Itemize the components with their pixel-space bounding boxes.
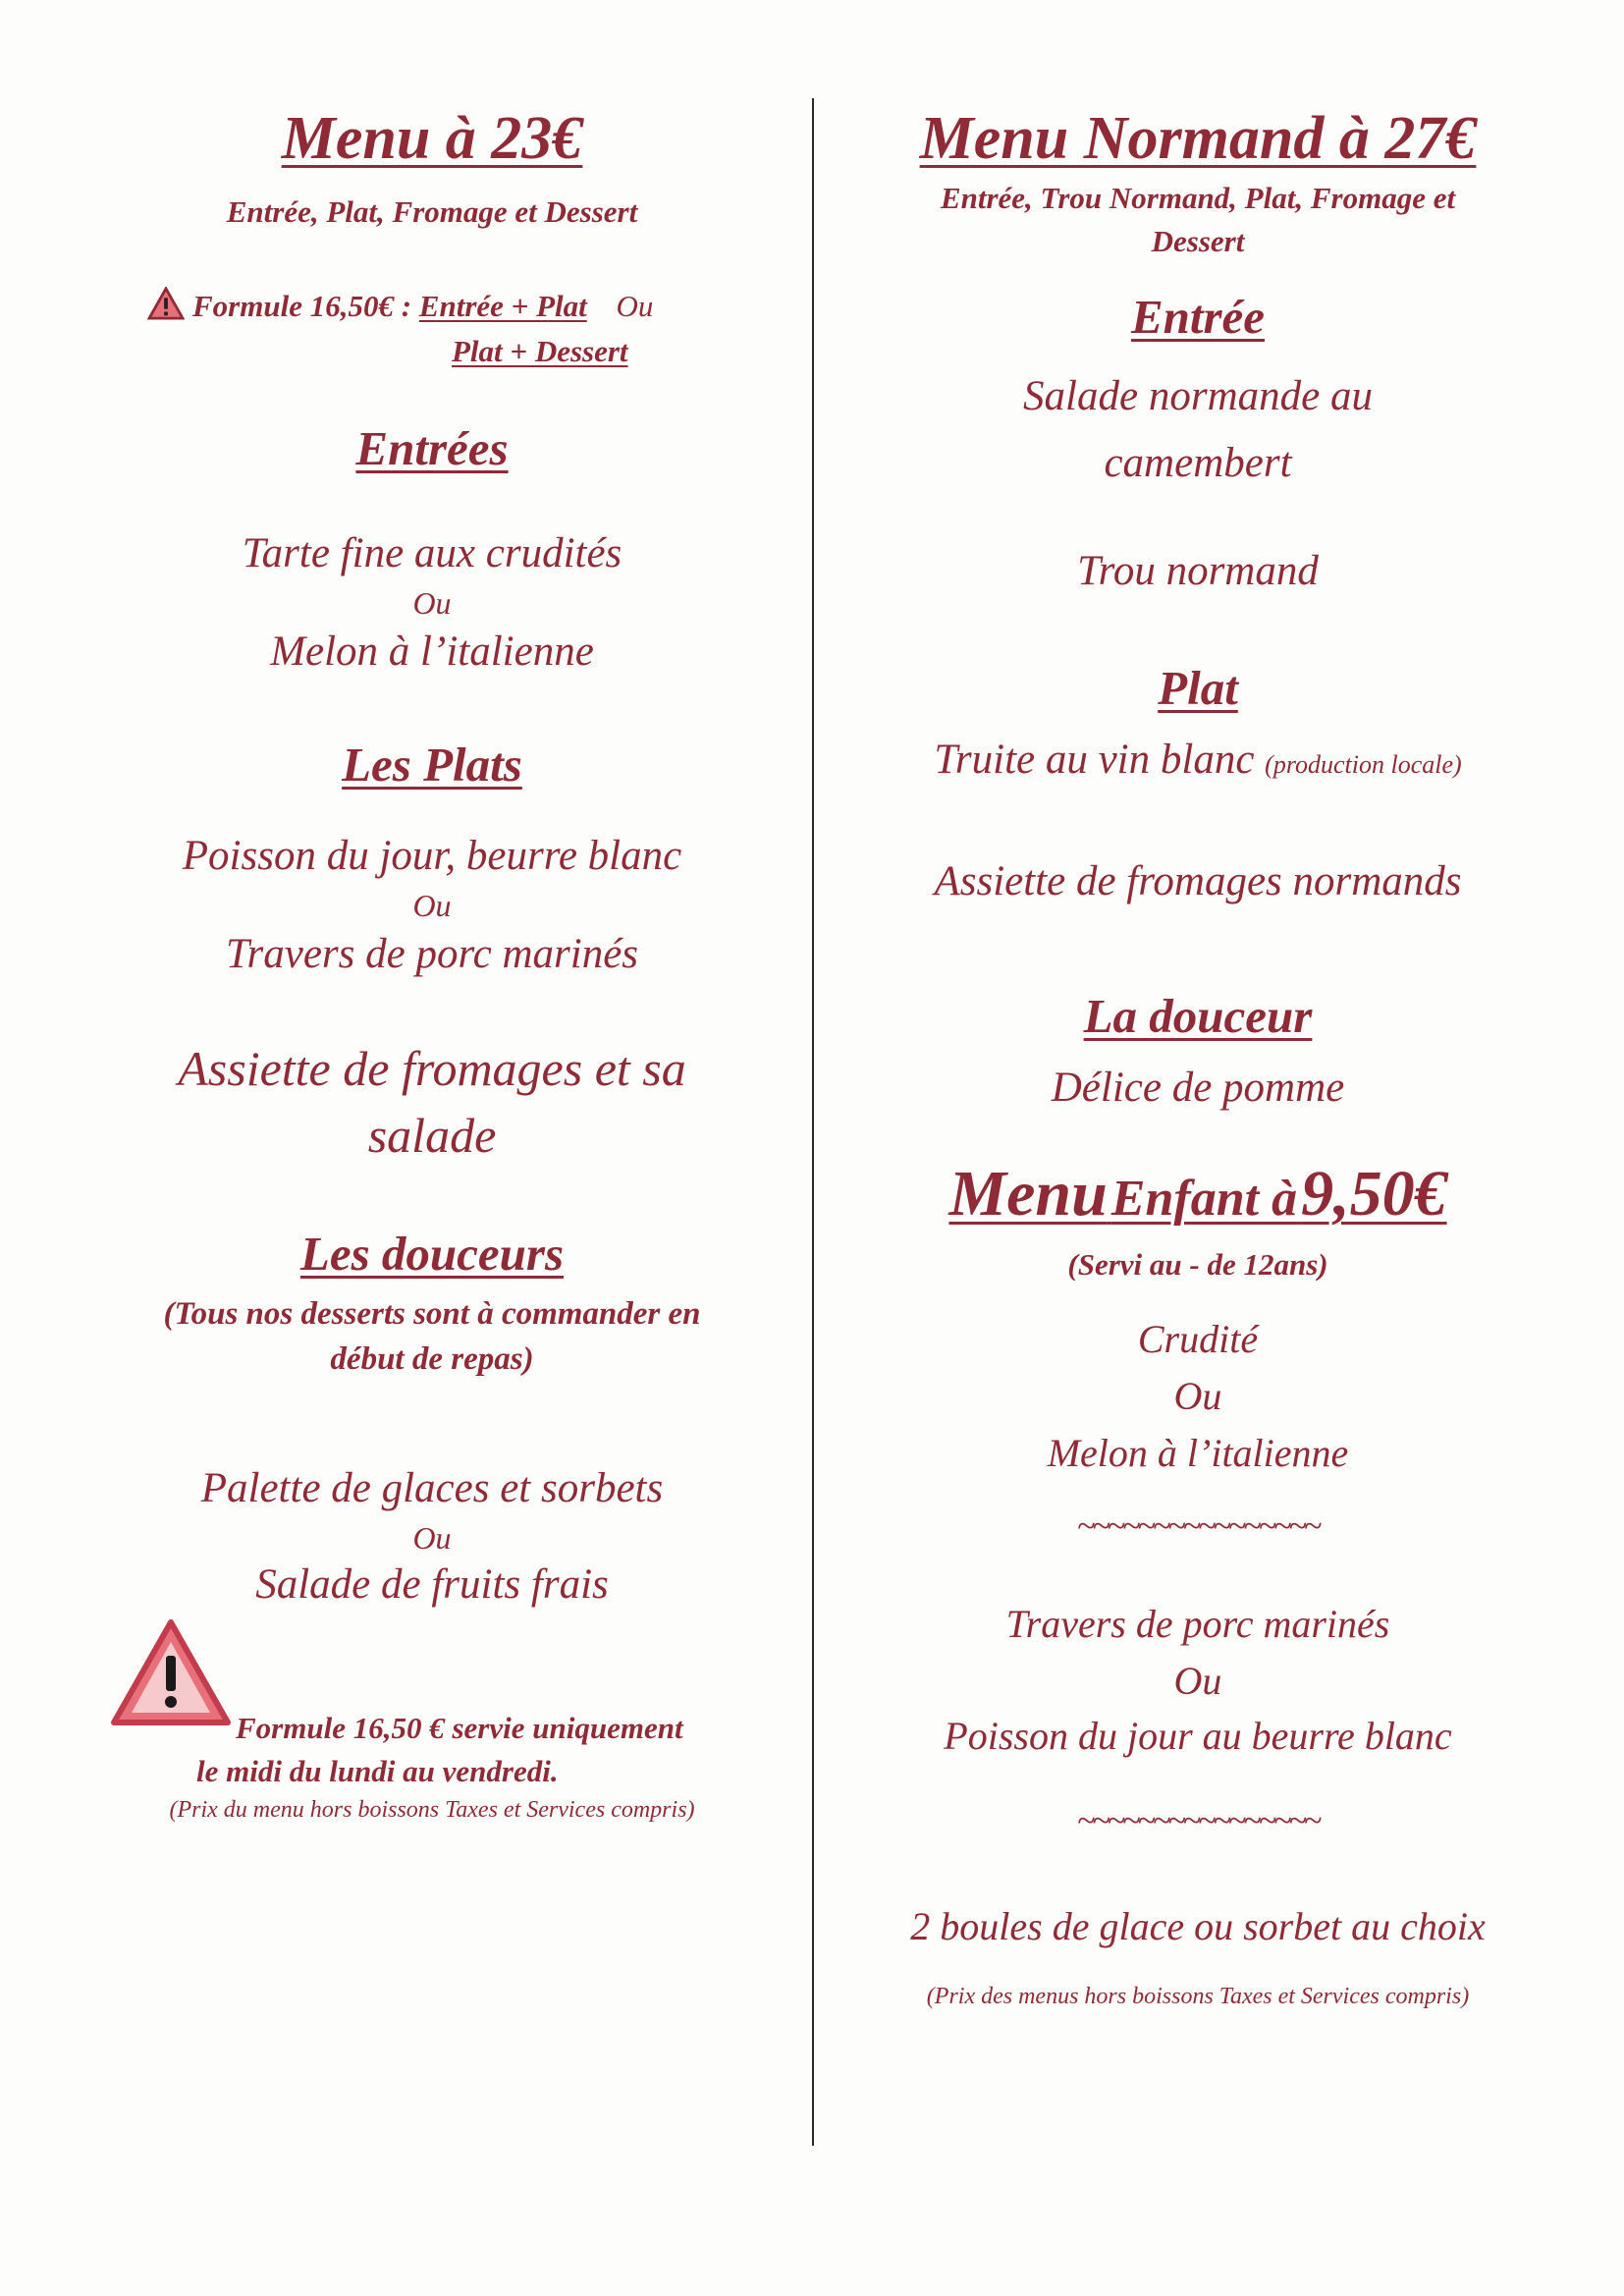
normand-plat-line: [854, 727, 1542, 798]
enfant-entree-2: Melon à l’italienne: [1047, 1431, 1349, 1475]
enfant-or-2: Ou: [1173, 1659, 1222, 1703]
plat-or: Ou: [412, 888, 452, 923]
menu-enfant-title: [854, 1157, 1542, 1231]
normand-plat-item: Truite au vin blanc: [934, 737, 1255, 783]
formule-option-1: Entrée + Plat: [418, 289, 587, 323]
menu-normand-footnote: (Prix des menus hors boissons Taxes et Services compris): [926, 1984, 1470, 2009]
fromage-line-1: Assiette de fromages et sa: [178, 1041, 686, 1096]
entree-or: Ou: [412, 585, 452, 621]
formule-or: Ou: [616, 289, 654, 323]
dessert-or: Ou: [412, 1520, 452, 1556]
entree-item-2: Melon à l’italienne: [270, 629, 594, 675]
menu-enfant-title-3: 9,50€: [1301, 1158, 1447, 1230]
enfant-plat-2: Poisson du jour au beurre blanc: [944, 1714, 1452, 1758]
entrees-heading: Entrées: [355, 421, 509, 475]
column-divider: [812, 98, 814, 2146]
enfant-dessert: 2 boules de glace ou sorbet au choix: [910, 1904, 1486, 1948]
dessert-item-2: Salade de fruits frais: [255, 1561, 609, 1608]
menu-normand-title: Menu Normand à 27€: [919, 105, 1477, 172]
normand-douceur-item: Délice de pomme: [1051, 1065, 1345, 1111]
fromage-line-2: salade: [367, 1108, 497, 1163]
douceurs-note-line-1: (Tous nos desserts sont à commander en: [163, 1296, 701, 1332]
warning-triangle-icon: [110, 1618, 232, 1728]
menu-23-title: Menu à 23€: [281, 105, 583, 172]
enfant-plat-1: Travers de porc marinés: [1005, 1602, 1390, 1646]
formule-option-2-line: [452, 330, 746, 373]
normand-plat-note: (production locale): [1265, 750, 1462, 779]
warning-line-2: le midi du lundi au vendredi.: [196, 1754, 559, 1788]
menu-normand-subtitle-1: Entrée, Trou Normand, Plat, Fromage et: [940, 181, 1456, 215]
plats-heading: Les Plats: [342, 738, 522, 792]
douceurs-heading: Les douceurs: [299, 1227, 565, 1281]
plat-item-1: Poisson du jour, beurre blanc: [182, 833, 682, 879]
menu-enfant-title-1: Menu: [948, 1158, 1108, 1230]
menu-enfant-subtitle: (Servi au - de 12ans): [1067, 1247, 1328, 1282]
normand-fromage: Assiette de fromages normands: [934, 858, 1462, 904]
normand-douceur-heading: La douceur: [1083, 989, 1313, 1043]
plat-item-2: Travers de porc marinés: [225, 931, 639, 977]
normand-entree-heading: Entrée: [1130, 290, 1266, 344]
entree-item-1: Tarte fine aux crudités: [242, 530, 623, 576]
normand-entree-line-1: Salade normande au: [1023, 373, 1373, 419]
menu-23-subtitle: Entrée, Plat, Fromage et Dessert: [226, 194, 638, 229]
formule-option-2: Plat + Dessert: [452, 334, 628, 368]
trou-normand: Trou normand: [1077, 548, 1319, 594]
dessert-item-1: Palette de glaces et sorbets: [200, 1465, 664, 1511]
formule-line: [147, 285, 746, 328]
menu-23-footnote: (Prix du menu hors boissons Taxes et Services compris): [169, 1797, 695, 1823]
enfant-separator-2: ~~~~~~~~~~~~~~~~: [1076, 1803, 1320, 1839]
enfant-entree-1: Crudité: [1137, 1317, 1259, 1361]
warning-triangle-icon: [147, 287, 185, 320]
warning-line-1: Formule 16,50 € servie uniquement: [236, 1711, 683, 1745]
enfant-separator-1: ~~~~~~~~~~~~~~~~: [1076, 1508, 1320, 1545]
menu-normand-subtitle-2: Dessert: [1151, 224, 1245, 258]
menu-enfant-title-2: Enfant à: [1110, 1171, 1298, 1227]
normand-entree-line-2: camembert: [1104, 440, 1292, 486]
formule-label: Formule 16,50€ :: [192, 289, 412, 323]
enfant-or-1: Ou: [1173, 1374, 1222, 1418]
normand-plat-heading: Plat: [1158, 661, 1238, 715]
douceurs-note-line-2: début de repas): [330, 1341, 534, 1377]
